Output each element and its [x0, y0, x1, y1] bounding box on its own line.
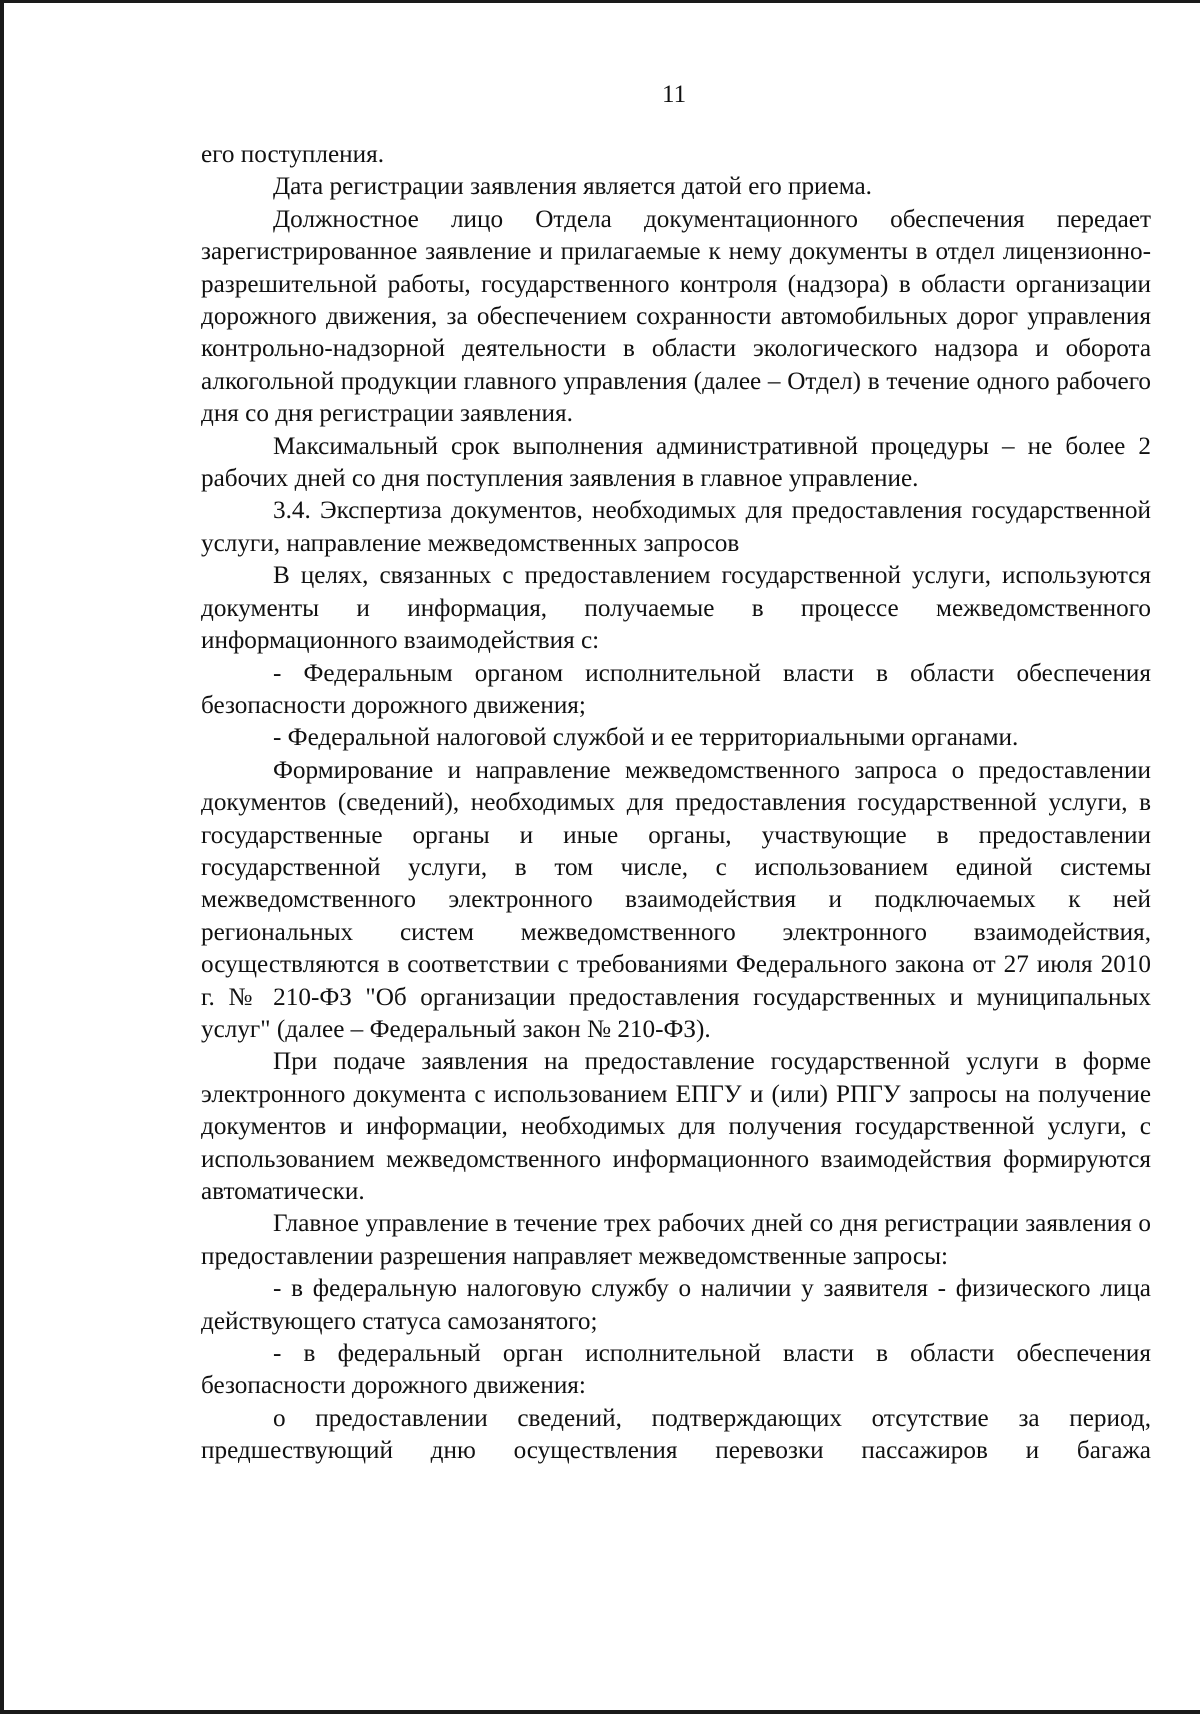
list-item: - Федеральным органом исполнительной власти в области обеспечения безопасности дорожного движения; [201, 659, 1151, 719]
scan-border-bottom [0, 1710, 1200, 1714]
section-heading: 3.4. Экспертиза документов, необходимых для предоставления государственной услуги, направление межведомственных запросов [201, 497, 1151, 557]
paragraph: В целях, связанных с предоставлением государственной услуги, используются документы и информация, получаемые в процессе межведомственного информационного взаимодействия с: [201, 562, 1151, 655]
paragraph: При подаче заявления на предоставление государственной услуги в форме электронного документа с использованием ЕПГУ и (или) РПГУ запросы на получение документов и информации, необходимых для получения государственной услуги, с использованием межведомственного информационного взаимодействия формируются автоматически. [201, 1048, 1151, 1205]
paragraph: Должностное лицо Отдела документационного обеспечения передает зарегистрированное заявление и прилагаемые к нему документы в отдел лицензионно-разрешительной работы, государственного контроля (надзора) в области организации дорожного движения, за обеспечением сохранности автомобильных дорог управления контрольно-надзорной деятельности в области экологического надзора и оборота алкогольной продукции главного управления (далее – Отдел) в течение одного рабочего дня со дня регистрации заявления. [201, 205, 1151, 428]
list-item: - в федеральную налоговую службу о наличии у заявителя - физического лица действующего статуса самозанятого; [201, 1275, 1151, 1335]
paragraph: Дата регистрации заявления является датой его приема. [273, 173, 872, 201]
paragraph: Главное управление в течение трех рабочих дней со дня регистрации заявления о предоставлении разрешения направляет межведомственные запросы: [201, 1210, 1151, 1270]
paragraph: Формирование и направление межведомственного запроса о предоставлении документов (сведений), необходимых для предоставления государственной услуги, в государственные органы и иные органы, участвующие в предоставлении государственной услуги, в том числе, с использованием единой системы межведомственного электронного взаимодействия и подключаемых к ней региональных систем межведомственного электронного взаимодействия, осуществляются в соответствии с требованиями Федерального закона от 27 июля 2010 г. № 210-ФЗ "Об организации предоставления государственных и муниципальных услуг" (далее – Федеральный закон № 210-ФЗ). [201, 756, 1151, 1043]
list-item: - в федеральный орган исполнительной власти в области обеспечения безопасности дорожного движения: [201, 1340, 1151, 1400]
scan-border-top [0, 0, 1200, 3]
paragraph: о предоставлении сведений, подтверждающих отсутствие за период, предшествующий дню осуществления перевозки пассажиров и багажа [201, 1404, 1151, 1465]
scan-border-left [0, 0, 4, 1714]
list-item: - Федеральной налоговой службой и ее территориальными органами. [273, 724, 1019, 752]
document-body [201, 139, 1151, 1468]
page-number: 11 [662, 81, 687, 108]
paragraph: его поступления. [201, 141, 384, 168]
paragraph: Максимальный срок выполнения административной процедуры – не более 2 рабочих дней со дня поступления заявления в главное управление. [201, 432, 1151, 493]
